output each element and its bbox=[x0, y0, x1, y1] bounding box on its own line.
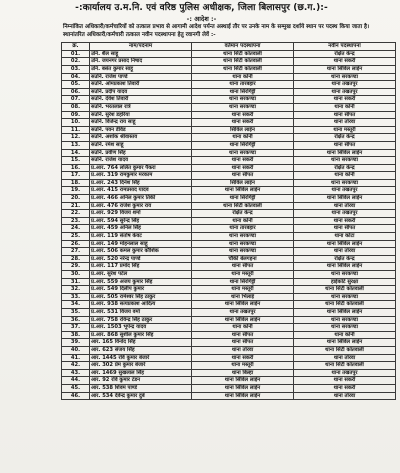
table-row bbox=[62, 233, 396, 241]
table-row bbox=[62, 293, 396, 301]
row-new-posting: थाना तोरवा bbox=[294, 248, 396, 256]
row-new-posting: थाना कोटा bbox=[294, 233, 396, 241]
row-current-posting: थाना बिल्हा bbox=[192, 369, 294, 377]
row-current-posting: थाना तोरवा bbox=[192, 346, 294, 354]
row-new-posting: थाना तोरवा bbox=[294, 392, 396, 400]
row-current-posting: थाना सीपत bbox=[192, 339, 294, 347]
row-new-posting: थाना तोरवा bbox=[294, 119, 396, 127]
table-row bbox=[62, 339, 396, 347]
table-row bbox=[62, 240, 396, 248]
row-new-posting: थाना सरकण्डा bbox=[294, 324, 396, 332]
row-serial: 32. bbox=[62, 286, 90, 294]
row-current-posting: थाना सकरी bbox=[192, 111, 294, 119]
row-current-posting: थाना सरकण्डा bbox=[192, 149, 294, 157]
row-current-posting: थाना सरकण्डा bbox=[192, 233, 294, 241]
row-current-posting: चौकी बेलगहना bbox=[192, 255, 294, 263]
row-new-posting: थाना सरकण्डा bbox=[294, 293, 396, 301]
row-serial: 17. bbox=[62, 172, 90, 180]
column-header-name: नाम/पदनाम bbox=[90, 43, 192, 51]
row-name: सउनि. प्रवीण सिंह bbox=[90, 149, 192, 157]
row-current-posting: थाना भिलाई bbox=[192, 293, 294, 301]
row-new-posting: रक्षित केन्द्र bbox=[294, 255, 396, 263]
row-current-posting: थाना सिरगिट्टी bbox=[192, 278, 294, 286]
table-row bbox=[62, 50, 396, 58]
row-serial: 27. bbox=[62, 248, 90, 256]
row-current-posting: थाना सकरी bbox=[192, 354, 294, 362]
table-row bbox=[62, 316, 396, 324]
row-new-posting: थाना सिविल लाईन bbox=[294, 240, 396, 248]
table-row bbox=[62, 271, 396, 279]
row-serial: 30. bbox=[62, 271, 90, 279]
row-name: सउनि. अशोक श्रीवास्तव bbox=[90, 134, 192, 142]
table-row bbox=[62, 187, 396, 195]
row-serial: 01. bbox=[62, 50, 90, 58]
row-serial: 25. bbox=[62, 233, 90, 241]
row-name: प्र.आर. सुरेश पटेल bbox=[90, 271, 192, 279]
row-new-posting: थाना कोनी bbox=[294, 331, 396, 339]
row-name: प्र.आर. 466 अनिल कुमार तिर्की bbox=[90, 195, 192, 203]
row-new-posting: थाना सिटी कोतवाली bbox=[294, 286, 396, 294]
row-serial: 46. bbox=[62, 392, 90, 400]
row-serial: 11. bbox=[62, 126, 90, 134]
table-row bbox=[62, 195, 396, 203]
table-row bbox=[62, 81, 396, 89]
row-serial: 42. bbox=[62, 362, 90, 370]
row-current-posting: थाना सिविल लाईन bbox=[192, 384, 294, 392]
row-current-posting: थाना सीपत bbox=[192, 263, 294, 271]
row-new-posting: थाना सीपत bbox=[294, 111, 396, 119]
table-row bbox=[62, 172, 396, 180]
row-current-posting: थाना सरकण्डा bbox=[192, 103, 294, 111]
row-new-posting: रक्षित केन्द्र bbox=[294, 134, 396, 142]
table-row bbox=[62, 248, 396, 256]
table-row bbox=[62, 362, 396, 370]
row-name: प्र.आर. 559 अजय कुमार सिंह bbox=[90, 278, 192, 286]
row-name: प्र.आर. 117 प्रमोद सिंह bbox=[90, 263, 192, 271]
row-current-posting: थाना मस्तूरी bbox=[192, 362, 294, 370]
table-row bbox=[62, 263, 396, 271]
row-current-posting: थाना सरकण्डा bbox=[192, 96, 294, 104]
row-new-posting: थाना सिविल लाईन bbox=[294, 263, 396, 271]
row-new-posting: थाना सकरी bbox=[294, 384, 396, 392]
row-current-posting: थाना सिटी कोतवाली bbox=[192, 50, 294, 58]
row-name: प्र.आर. 929 विजय शर्मा bbox=[90, 210, 192, 218]
table-row bbox=[62, 278, 396, 286]
row-name: प्र.आर. 459 अनिल सिंह bbox=[90, 225, 192, 233]
row-serial: 29. bbox=[62, 263, 90, 271]
row-serial: 21. bbox=[62, 202, 90, 210]
row-new-posting: थाना सीपत bbox=[294, 141, 396, 149]
row-new-posting: थाना तोरवा bbox=[294, 202, 396, 210]
row-current-posting: थाना सिटी कोतवाली bbox=[192, 202, 294, 210]
row-name: सउनि. सुरेश डहरिया bbox=[90, 111, 192, 119]
row-serial: 23. bbox=[62, 217, 90, 225]
row-new-posting: थाना तखतपुर bbox=[294, 88, 396, 96]
row-new-posting: थाना तखतपुर bbox=[294, 210, 396, 218]
row-current-posting: थाना सिविल लाईन bbox=[192, 187, 294, 195]
row-serial: 41. bbox=[62, 354, 90, 362]
row-serial: 43. bbox=[62, 369, 90, 377]
table-row bbox=[62, 369, 396, 377]
row-serial: 13. bbox=[62, 141, 90, 149]
row-new-posting: थाना कोनी bbox=[294, 172, 396, 180]
order-heading: -: आदेश :- bbox=[186, 15, 217, 23]
row-name: प्र.आर. 938 सत्यप्रकाश आदित्य bbox=[90, 301, 192, 309]
row-new-posting: थाना मस्तूरी bbox=[294, 126, 396, 134]
column-header-new-posting: नवीन पदस्थापना bbox=[294, 43, 396, 51]
row-current-posting: थाना सकरी bbox=[192, 164, 294, 172]
row-serial: 35. bbox=[62, 308, 90, 316]
table-row bbox=[62, 149, 396, 157]
row-name: प्र.आर. 505 रामेश्वर सिंह ठाकुर bbox=[90, 293, 192, 301]
table-row bbox=[62, 392, 396, 400]
row-current-posting: थाना सिविल लाईन bbox=[192, 301, 294, 309]
table-row bbox=[62, 126, 396, 134]
column-header-current-posting: वर्तमान पदस्थापना bbox=[192, 43, 294, 51]
table-row bbox=[62, 134, 396, 142]
row-name: सउनि. रमेश साहू bbox=[90, 141, 192, 149]
row-name: आर. 623 संजय सिंह bbox=[90, 346, 192, 354]
row-new-posting: थाना तोरवा bbox=[294, 354, 396, 362]
row-serial: 19. bbox=[62, 187, 90, 195]
row-current-posting: थाना कोनी bbox=[192, 217, 294, 225]
row-name: सउनि. प्रदीप यादव bbox=[90, 88, 192, 96]
row-new-posting: रक्षित केन्द्र bbox=[294, 164, 396, 172]
row-new-posting: थाना सरकण्डा bbox=[294, 157, 396, 165]
table-row bbox=[62, 346, 396, 354]
row-current-posting: थाना सिविल लाईन bbox=[192, 316, 294, 324]
column-header-serial: क्र. bbox=[62, 43, 90, 51]
row-current-posting: थाना सरकण्डा bbox=[192, 240, 294, 248]
row-serial: 22. bbox=[62, 210, 90, 218]
row-name: प्र.आर. 1503 भूपेन्द्र यादव bbox=[90, 324, 192, 332]
row-name: प्र.आर. 506 कमल कुमार कौशिक bbox=[90, 248, 192, 256]
row-new-posting: थाना सिविल लाईन bbox=[294, 65, 396, 73]
row-current-posting: थाना कोनी bbox=[192, 73, 294, 81]
row-serial: 24. bbox=[62, 225, 90, 233]
table-row bbox=[62, 179, 396, 187]
row-name: उनि. जयनगर प्रसाद निषाद bbox=[90, 58, 192, 66]
row-name: प्र.आर. 149 मोहनलाल साहू bbox=[90, 240, 192, 248]
row-serial: 16. bbox=[62, 164, 90, 172]
row-current-posting: थाना सीपत bbox=[192, 331, 294, 339]
row-new-posting: थाना सरकण्डा bbox=[294, 73, 396, 81]
row-current-posting: थाना तारबहार bbox=[192, 225, 294, 233]
table-row bbox=[62, 73, 396, 81]
row-new-posting: थाना सकरी bbox=[294, 96, 396, 104]
row-current-posting: थाना सीपत bbox=[192, 172, 294, 180]
row-serial: 04. bbox=[62, 73, 90, 81]
row-name: प्र.आर. 594 सुरेन्द्र सिंह bbox=[90, 217, 192, 225]
row-current-posting: थाना सिटी कोतवाली bbox=[192, 65, 294, 73]
row-name: आर. 1445 रवि कुमार बंजारे bbox=[90, 354, 192, 362]
row-current-posting: थाना कोनी bbox=[192, 134, 294, 142]
row-serial: 31. bbox=[62, 278, 90, 286]
row-name: प्र.आर. 868 सुशील कुमार सिंह bbox=[90, 331, 192, 339]
row-name: प्र.आर. 549 दिलीप कुमार bbox=[90, 286, 192, 294]
row-name: आर. 534 देवेन्द्र कुमार दुबे bbox=[90, 392, 192, 400]
row-current-posting: थाना सिटी कोतवाली bbox=[192, 58, 294, 66]
row-serial: 37. bbox=[62, 324, 90, 332]
row-serial: 26. bbox=[62, 240, 90, 248]
row-new-posting: थाना सिविल लाईन bbox=[294, 195, 396, 203]
row-name: प्र.आर. 476 राजेश कुमार राव bbox=[90, 202, 192, 210]
row-name: प्र.आर. 415 रामप्रसाद यादव bbox=[90, 187, 192, 195]
row-new-posting: थाना सिटी कोतवाली bbox=[294, 346, 396, 354]
row-name: प्र.आर. 119 संतोष केवट bbox=[90, 233, 192, 241]
row-serial: 40. bbox=[62, 346, 90, 354]
row-new-posting: थाना सरकण्डा bbox=[294, 316, 396, 324]
row-serial: 09. bbox=[62, 111, 90, 119]
row-serial: 06. bbox=[62, 88, 90, 96]
row-name: आर. 165 विनोद सिंह bbox=[90, 339, 192, 347]
row-new-posting: थाना तखतपुर bbox=[294, 187, 396, 195]
row-serial: 18. bbox=[62, 179, 90, 187]
row-current-posting: थाना तारबहार bbox=[192, 81, 294, 89]
row-serial: 15. bbox=[62, 157, 90, 165]
table-row bbox=[62, 210, 396, 218]
table-row bbox=[62, 217, 396, 225]
row-serial: 38. bbox=[62, 331, 90, 339]
row-current-posting: थाना सिरगिट्टी bbox=[192, 88, 294, 96]
row-new-posting: थाना तखतपुर bbox=[294, 81, 396, 89]
table-row bbox=[62, 286, 396, 294]
row-name: सउनि. देवेश तिवारी bbox=[90, 96, 192, 104]
row-name: आर. 538 शिवम पाण्डे bbox=[90, 384, 192, 392]
table-row bbox=[62, 255, 396, 263]
row-new-posting: थाना सिविल लाईन bbox=[294, 308, 396, 316]
row-current-posting: थाना सरकण्डा bbox=[192, 248, 294, 256]
row-name: प्र.आर. 319 रामकुमार मरकाम bbox=[90, 172, 192, 180]
row-name: प्र.आर. 764 ललित कुमार पैकरा bbox=[90, 164, 192, 172]
table-header-row bbox=[62, 43, 396, 51]
row-serial: 33. bbox=[62, 293, 90, 301]
table-row bbox=[62, 103, 396, 111]
row-new-posting: थाना सरकण्डा bbox=[294, 271, 396, 279]
order-intro-paragraph: निम्नांकित अधिकारी/कर्मचारियों को तत्काल प्रभाव से आगामी आदेश पर्यन्त अस्थाई तौर पर उनके नाम के सम्मुख दर्शाये स्थान पर पदस्थ किया जाता है। स्थानांतरित अधिकारी/कर्मचारी तत्काल नवीन पदस्थापना हेतु रवानगी लेवें :- bbox=[63, 24, 370, 38]
row-serial: 05. bbox=[62, 81, 90, 89]
row-name: सउनि. विजेन्द्र राय साहू bbox=[90, 119, 192, 127]
row-name: आर. 302 प्रेम कुमार बंजारे bbox=[90, 362, 192, 370]
row-name: प्र.आर. 758 रविन्द्र सिंह ठाकुर bbox=[90, 316, 192, 324]
row-name: सउनि. राजेश पाण्डे bbox=[90, 73, 192, 81]
row-name: उनि. शैल साहू bbox=[90, 50, 192, 58]
office-title: -:कार्यालय उ.म.नि. एवं वरिष्ठ पुलिस अधीक्षक, जिला बिलासपुर (छ.ग.):- bbox=[75, 3, 328, 13]
row-name: प्र.आर. 531 विजय वर्मा bbox=[90, 308, 192, 316]
row-name: सउनि. ओमप्रकाश तिवारी bbox=[90, 81, 192, 89]
row-current-posting: थाना सिविल लाईन bbox=[192, 377, 294, 385]
row-serial: 39. bbox=[62, 339, 90, 347]
row-new-posting: थाना सरकण्डा bbox=[294, 179, 396, 187]
row-new-posting: थाना सिविल लाईन bbox=[294, 339, 396, 347]
table-row bbox=[62, 111, 396, 119]
row-name: उनि. बसंत कुमार साहू bbox=[90, 65, 192, 73]
row-new-posting: थाना सीपत bbox=[294, 225, 396, 233]
row-current-posting: थाना सिरगिट्टी bbox=[192, 141, 294, 149]
row-current-posting: थाना सकरी bbox=[192, 157, 294, 165]
row-current-posting: रक्षित केन्द्र bbox=[192, 210, 294, 218]
row-new-posting: थाना सकरी bbox=[294, 377, 396, 385]
row-name: आर. 92 रवि कुमार टंडन bbox=[90, 377, 192, 385]
row-serial: 02. bbox=[62, 58, 90, 66]
row-name: प्र.आर. 520 नरेन्द्र पाण्डे bbox=[90, 255, 192, 263]
row-current-posting: थाना सिविल लाईन bbox=[192, 392, 294, 400]
row-current-posting: थाना मस्तूरी bbox=[192, 271, 294, 279]
row-current-posting: थाना तखतपुर bbox=[192, 308, 294, 316]
row-new-posting: रक्षित केन्द्र bbox=[294, 50, 396, 58]
row-serial: 20. bbox=[62, 195, 90, 203]
row-serial: 14. bbox=[62, 149, 90, 157]
table-body bbox=[62, 50, 396, 399]
row-serial: 45. bbox=[62, 384, 90, 392]
row-new-posting: थाना सकरी bbox=[294, 58, 396, 66]
table-row bbox=[62, 65, 396, 73]
transfer-table bbox=[61, 42, 396, 400]
row-serial: 07. bbox=[62, 96, 90, 104]
row-current-posting: थाना कोनी bbox=[192, 324, 294, 332]
row-new-posting: हाईकोर्ट सुरक्षा bbox=[294, 278, 396, 286]
row-name: सउनि. पवन डेविड bbox=[90, 126, 192, 134]
row-current-posting: सिविल लाईन bbox=[192, 126, 294, 134]
row-serial: 28. bbox=[62, 255, 90, 263]
table-row bbox=[62, 141, 396, 149]
table-row bbox=[62, 202, 396, 210]
table-row bbox=[62, 96, 396, 104]
row-new-posting: थाना तखतपुर bbox=[294, 369, 396, 377]
row-current-posting: थाना सकरी bbox=[192, 119, 294, 127]
row-name: प्र.आर. 243 दिनेश सिंह bbox=[90, 179, 192, 187]
table-row bbox=[62, 88, 396, 96]
row-serial: 34. bbox=[62, 301, 90, 309]
row-new-posting: थाना कोनी bbox=[294, 103, 396, 111]
row-current-posting: थाना मस्तूरी bbox=[192, 286, 294, 294]
table-row bbox=[62, 354, 396, 362]
row-name: सउनि. राजेश यादव bbox=[90, 157, 192, 165]
row-serial: 03. bbox=[62, 65, 90, 73]
table-row bbox=[62, 119, 396, 127]
table-row bbox=[62, 58, 396, 66]
row-serial: 44. bbox=[62, 377, 90, 385]
row-current-posting: थाना सिरगिट्टी bbox=[192, 195, 294, 203]
row-new-posting: थाना सिटी कोतवाली bbox=[294, 301, 396, 309]
row-name: सउनि. भरतलाल रात्रे bbox=[90, 103, 192, 111]
row-serial: 36. bbox=[62, 316, 90, 324]
table-row bbox=[62, 301, 396, 309]
table-row bbox=[62, 157, 396, 165]
table-row bbox=[62, 377, 396, 385]
row-serial: 12. bbox=[62, 134, 90, 142]
table-row bbox=[62, 324, 396, 332]
row-new-posting: थाना सकरी bbox=[294, 217, 396, 225]
row-new-posting: थाना सिटी कोतवाली bbox=[294, 362, 396, 370]
table-row bbox=[62, 164, 396, 172]
row-new-posting: थाना सिविल लाईन bbox=[294, 149, 396, 157]
table-row bbox=[62, 308, 396, 316]
table-row bbox=[62, 225, 396, 233]
row-serial: 10. bbox=[62, 119, 90, 127]
table-row bbox=[62, 331, 396, 339]
table-row bbox=[62, 384, 396, 392]
row-current-posting: सिविल लाईन bbox=[192, 179, 294, 187]
row-name: आर. 1469 सुखलाल सिंह bbox=[90, 369, 192, 377]
row-serial: 08. bbox=[62, 103, 90, 111]
